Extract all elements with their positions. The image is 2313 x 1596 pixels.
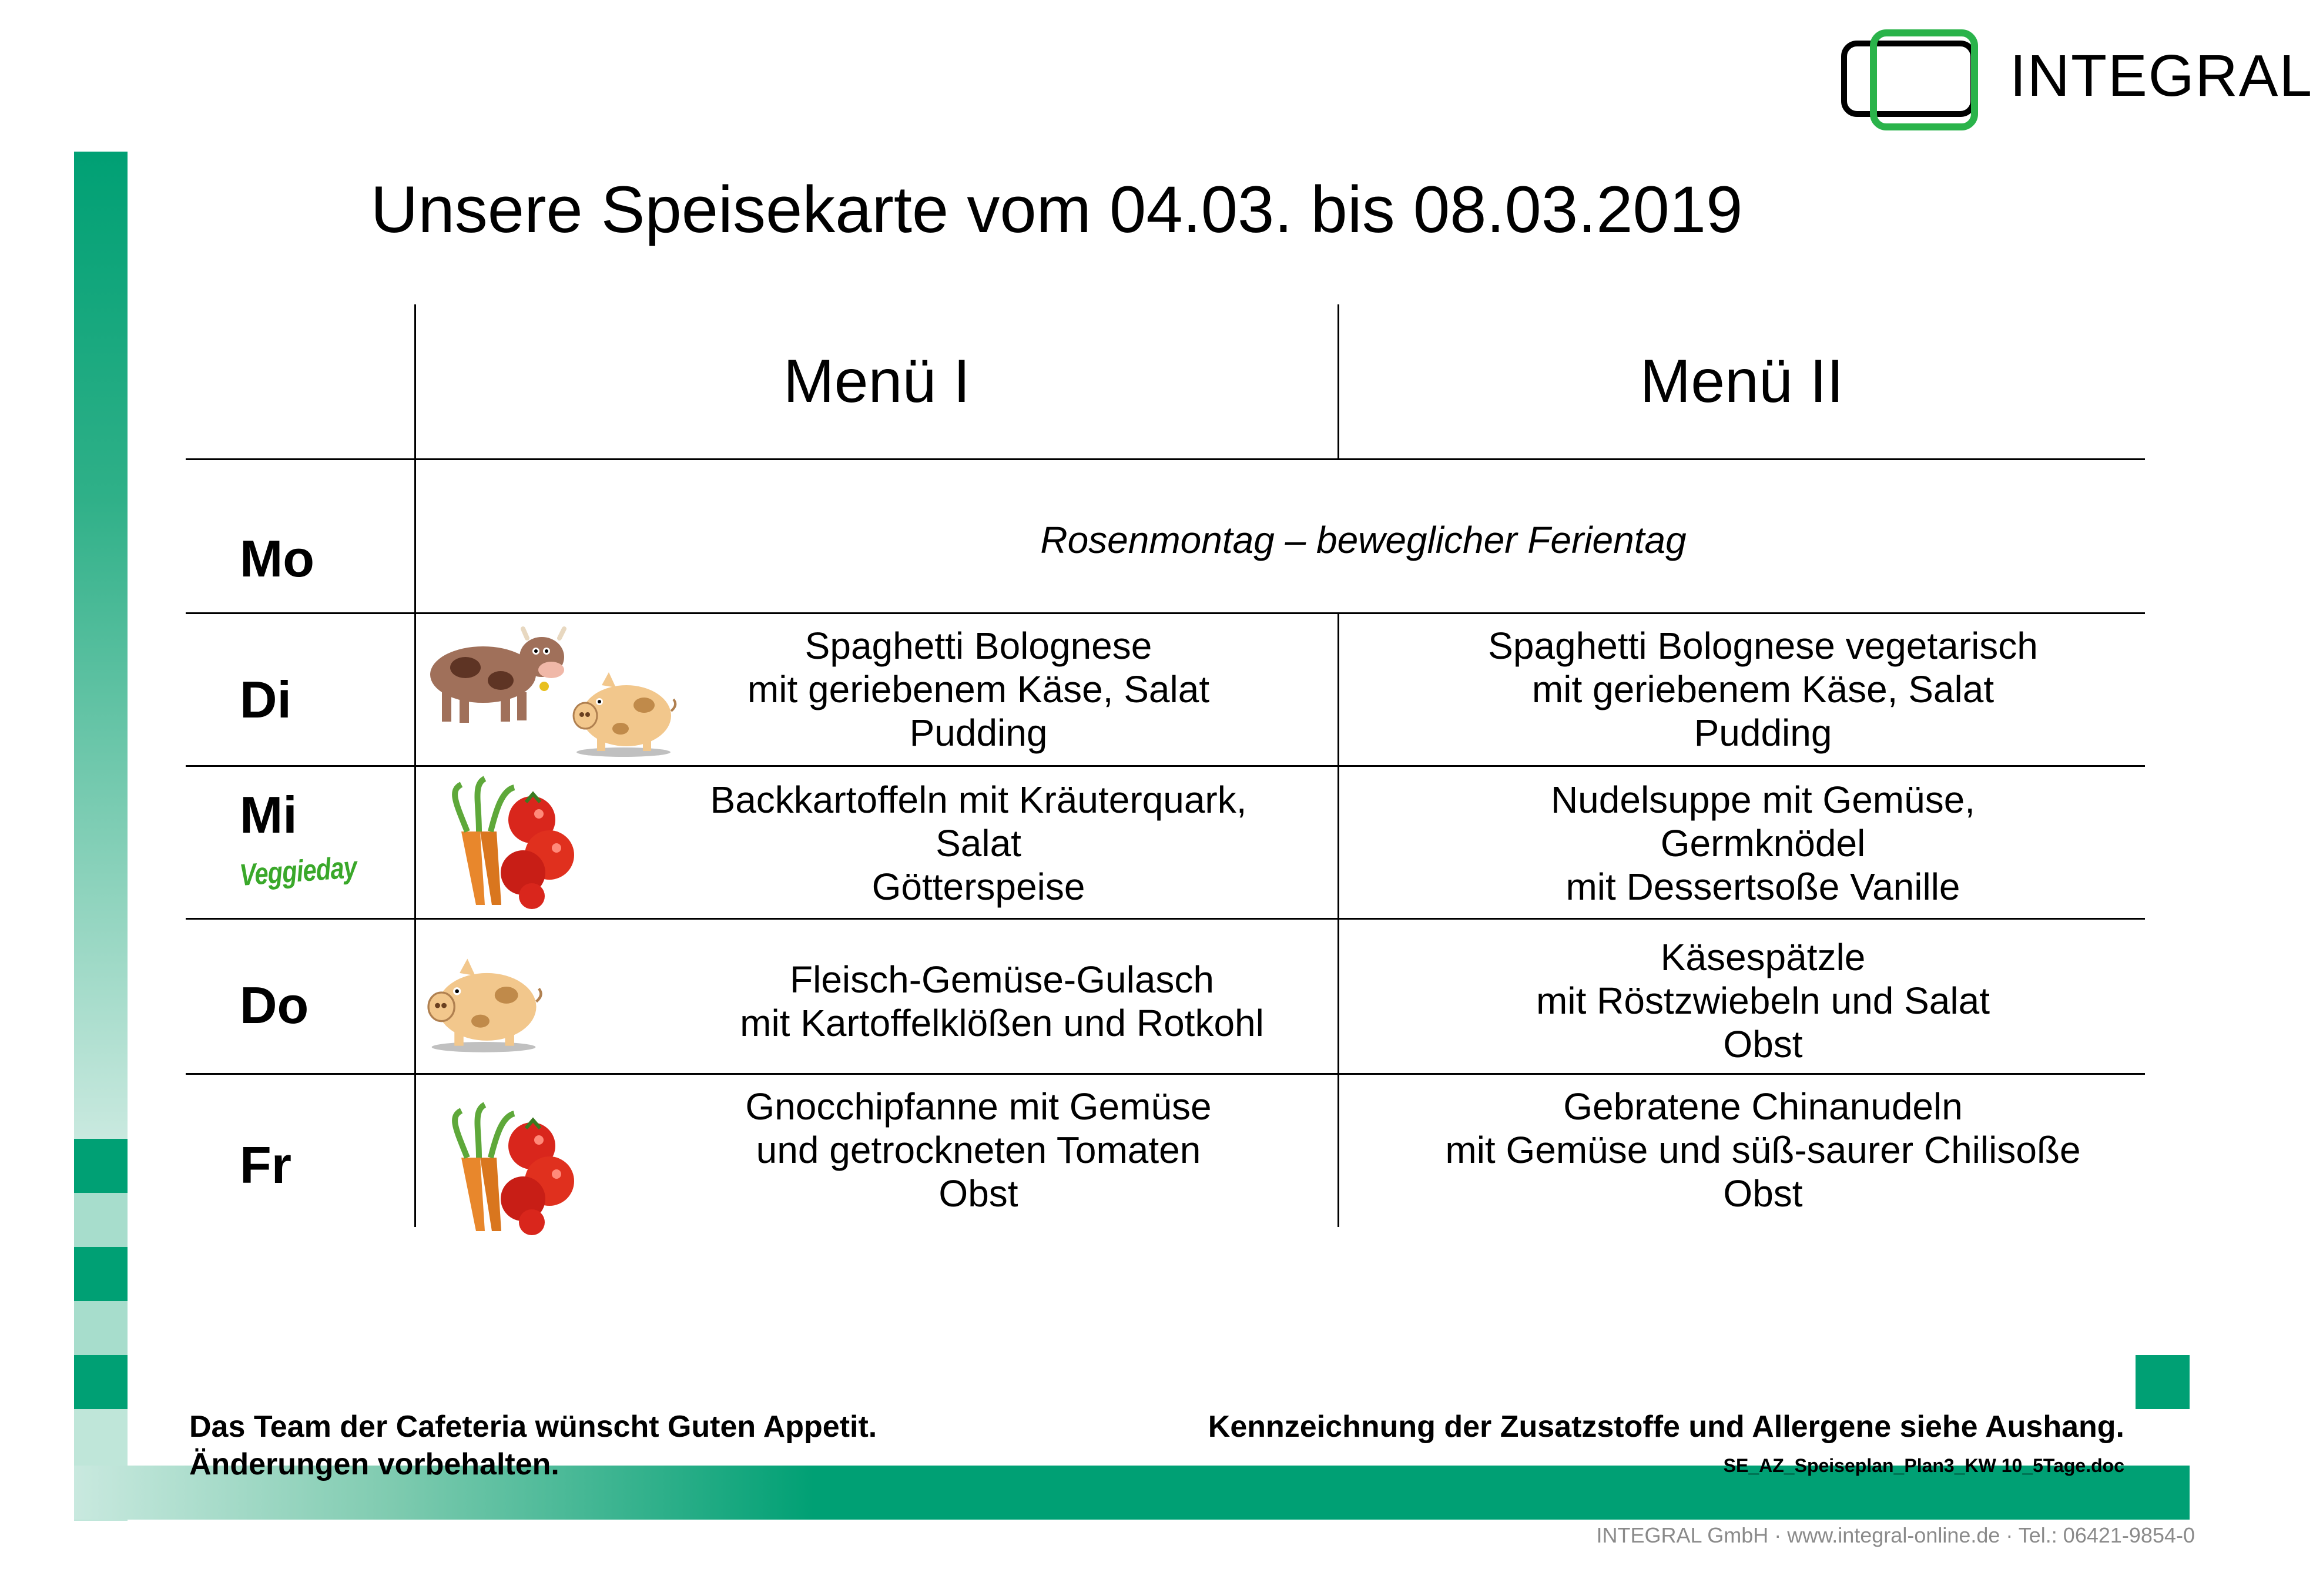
menu-line: Obst: [938, 1172, 1018, 1215]
menu-line: mit geriebenem Käse, Salat: [747, 668, 1210, 710]
menu-line: Nudelsuppe mit Gemüse,: [1550, 779, 1976, 821]
veggieday-badge: Veggieday: [238, 850, 358, 893]
cow-icon: [418, 622, 571, 727]
menu1-mi: [670, 778, 1287, 908]
logo-mark-icon: [1839, 29, 2010, 135]
integral-logo: [1839, 29, 2313, 135]
left-bar-block: [74, 1193, 128, 1247]
menu2-do: [1410, 936, 2116, 1066]
table-rule: [186, 918, 2145, 920]
left-bar-block: [74, 1247, 128, 1301]
header-menu-1: Menü I: [783, 347, 970, 415]
monday-note: Rosenmontag – beweglicher Ferientag: [1040, 519, 1687, 561]
table-rule: [186, 458, 2145, 460]
pig-icon: [568, 664, 679, 758]
menu-line: Gnocchipfanne mit Gemüse: [745, 1085, 1212, 1128]
menu-line: mit geriebenem Käse, Salat: [1531, 668, 1994, 710]
left-bar-block: [74, 1355, 128, 1409]
menu2-di: [1410, 624, 2116, 755]
menu1-di: [670, 624, 1287, 755]
menu-line: Gebratene Chinanudeln: [1563, 1085, 1963, 1128]
menu-line: und getrockneten Tomaten: [756, 1129, 1201, 1171]
day-label-mo: Mo: [240, 529, 315, 588]
menu-line: Salat: [936, 822, 1021, 864]
menu-line: mit Kartoffelklößen und Rotkohl: [740, 1002, 1264, 1044]
logo-text: INTEGRAL: [2010, 43, 2313, 109]
menu-line: Obst: [1723, 1172, 1803, 1215]
left-bar-block: [74, 1301, 128, 1355]
page-title: Unsere Speisekarte vom 04.03. bis 08.03.2019: [370, 173, 1743, 246]
menu-line: Spaghetti Bolognese vegetarisch: [1488, 625, 2038, 667]
menu-line: mit Dessertsoße Vanille: [1566, 866, 1960, 908]
footer-contact: INTEGRAL GmbH · www.integral-online.de · Tel.: 06421-9854-0: [1596, 1523, 2195, 1547]
menu-line: Käsespätzle: [1660, 936, 1866, 978]
menu-line: Götterspeise: [871, 866, 1085, 908]
menu-line: Pudding: [909, 712, 1048, 754]
day-label-fr: Fr: [240, 1136, 291, 1194]
pig-icon: [422, 947, 545, 1056]
footer-allergen-note: Kennzeichnung der Zusatzstoffe und Allergene siehe Aushang.: [1208, 1410, 2124, 1444]
left-gradient-bar: [74, 152, 128, 1139]
footer-filename: SE_AZ_Speiseplan_Plan3_KW 10_5Tage.doc: [1723, 1455, 2124, 1476]
vegetables-icon: [444, 779, 585, 908]
menu1-do: [693, 958, 1310, 1045]
header-menu-2: Menü II: [1640, 347, 1844, 415]
menu2-mi: [1410, 778, 2116, 908]
day-label-do: Do: [240, 976, 309, 1034]
table-rule: [186, 765, 2145, 767]
vegetables-icon: [444, 1105, 585, 1234]
right-green-square: [2136, 1355, 2190, 1409]
menu-line: mit Röstzwiebeln und Salat: [1536, 980, 1990, 1022]
menu-line: Pudding: [1694, 712, 1832, 754]
footer-greeting: Das Team der Cafeteria wünscht Guten Appetit.: [189, 1410, 877, 1444]
menu-line: Obst: [1723, 1023, 1803, 1065]
day-label-di: Di: [240, 670, 291, 729]
table-rule: [186, 1073, 2145, 1075]
left-bar-block: [74, 1139, 128, 1193]
menu-line: Backkartoffeln mit Kräuterquark,: [710, 779, 1247, 821]
menu2-fr: [1410, 1085, 2116, 1215]
menu-line: Spaghetti Bolognese: [804, 625, 1152, 667]
menu-line: Germknödel: [1660, 822, 1866, 864]
day-label-mi: Mi: [240, 786, 297, 844]
menu1-fr: [670, 1085, 1287, 1215]
table-divider: [414, 304, 416, 1227]
footer-disclaimer: Änderungen vorbehalten.: [189, 1447, 559, 1481]
table-divider: [1337, 612, 1339, 1227]
menu-line: mit Gemüse und süß-saurer Chilisoße: [1445, 1129, 2081, 1171]
menu-line: Fleisch-Gemüse-Gulasch: [790, 958, 1214, 1001]
table-rule: [186, 612, 2145, 614]
